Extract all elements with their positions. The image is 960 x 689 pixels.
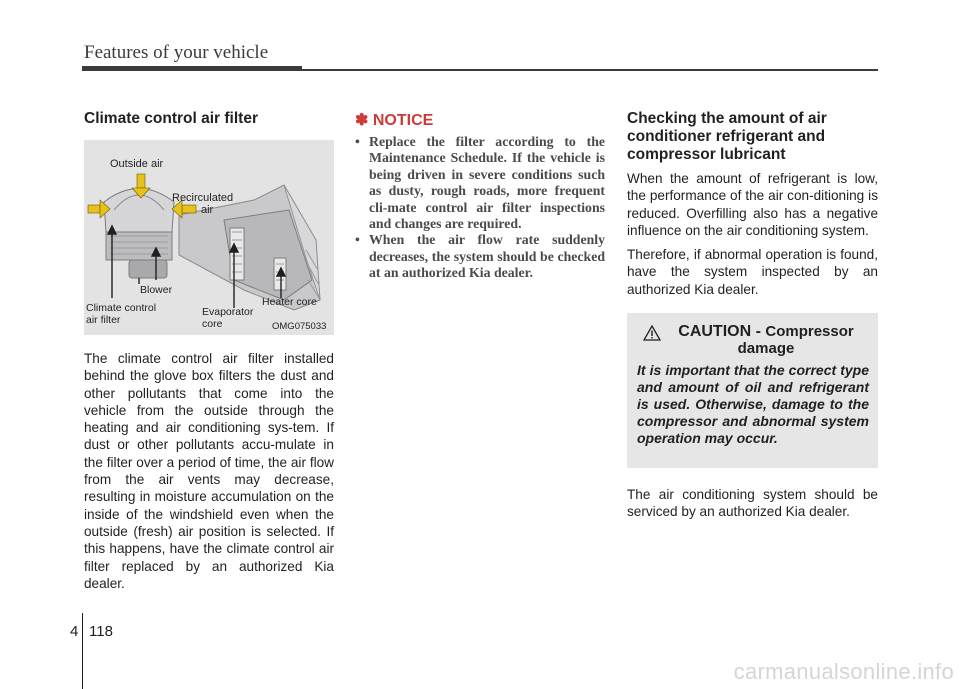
caution-subject-1: Compressor [765,323,854,340]
notice-list [355,134,605,282]
air-filter-heading: Climate control air filter [84,110,258,127]
label-blower: Blower [140,284,173,296]
bullet: • [355,232,360,248]
header-rule-thick [82,66,302,71]
header-title: Features of your vehicle [84,42,269,63]
refrigerant-heading: Checking the amount of air conditioner refrigerant and compressor lubricant [627,110,827,163]
notice-item [355,134,605,232]
notice-heading [355,110,605,130]
air-filter-body: The climate control air filter installed behind the glove box filters the dust and other pollutants that come into the vehicle from the outside through the heating and air conditioning sys-tem. If dust or other pollutants accu-mulate in the filter over a period of time, the air flow from the air vents may decrease, resulting in moisture accumulation on the inside of the windshield even when the outside (fresh) air position is selected. If this happens, have the climate control air filter replaced by an authorized Kia dealer. [84,351,334,591]
watermark: carmanualsonline.info [733,659,954,684]
service-note: The air conditioning system should be serviced by an authorized Kia dealer. [627,487,878,520]
chapter-number: 4 [70,623,79,640]
figure-code: OMG075033 [272,321,327,332]
caution-label: CAUTION - [678,323,761,340]
label-recirculated-2: air [201,204,214,216]
header-rule-thin [300,69,878,71]
notice-item [355,232,605,281]
notice-item-text: Replace the filter according to the Maintenance Schedule. If the vehicle is being driven in severe conditions such as dusty, rough roads, more frequent cli-mate control air filter inspections and changes are required. [369,134,605,232]
refrigerant-para-2: Therefore, if abnormal operation is found, have the system inspected by an authorized Kia dealer. [627,247,878,297]
refrigerant-para-1: When the amount of refrigerant is low, the performance of the air con-ditioning is reduced. Overfilling also has a negative influence on the air conditioning system. [627,171,878,238]
caution-box [627,313,878,468]
caution-text: It is important that the correct type and amount of oil and refrigerant is used. Otherwise, damage to the compressor and abnormal system operation may occur. [637,362,869,446]
caution-subject-2: damage [737,340,795,357]
caution-heading [661,323,871,357]
label-outside-air: Outside air [110,158,164,170]
label-evaporator-1: Evaporator [202,306,254,318]
warning-triangle-icon [643,325,661,341]
middle-column [355,110,605,282]
bullet: • [355,134,360,149]
hvac-diagram [84,140,334,335]
label-climate-filter-2: air filter [86,314,121,326]
footer-divider [82,613,83,689]
notice-symbol: ✽ [355,112,369,129]
page-number: 118 [89,623,113,640]
label-climate-filter-1: Climate control [86,302,157,314]
label-recirculated-1: Recirculated [172,192,234,204]
label-evaporator-2: core [202,318,223,330]
notice-item-text: When the air flow rate suddenly decreases, the system should be checked at an authorized Kia dealer. [369,232,605,281]
label-heater-core: Heater core [262,296,317,308]
right-column [627,110,878,298]
notice-title: NOTICE [372,112,434,129]
